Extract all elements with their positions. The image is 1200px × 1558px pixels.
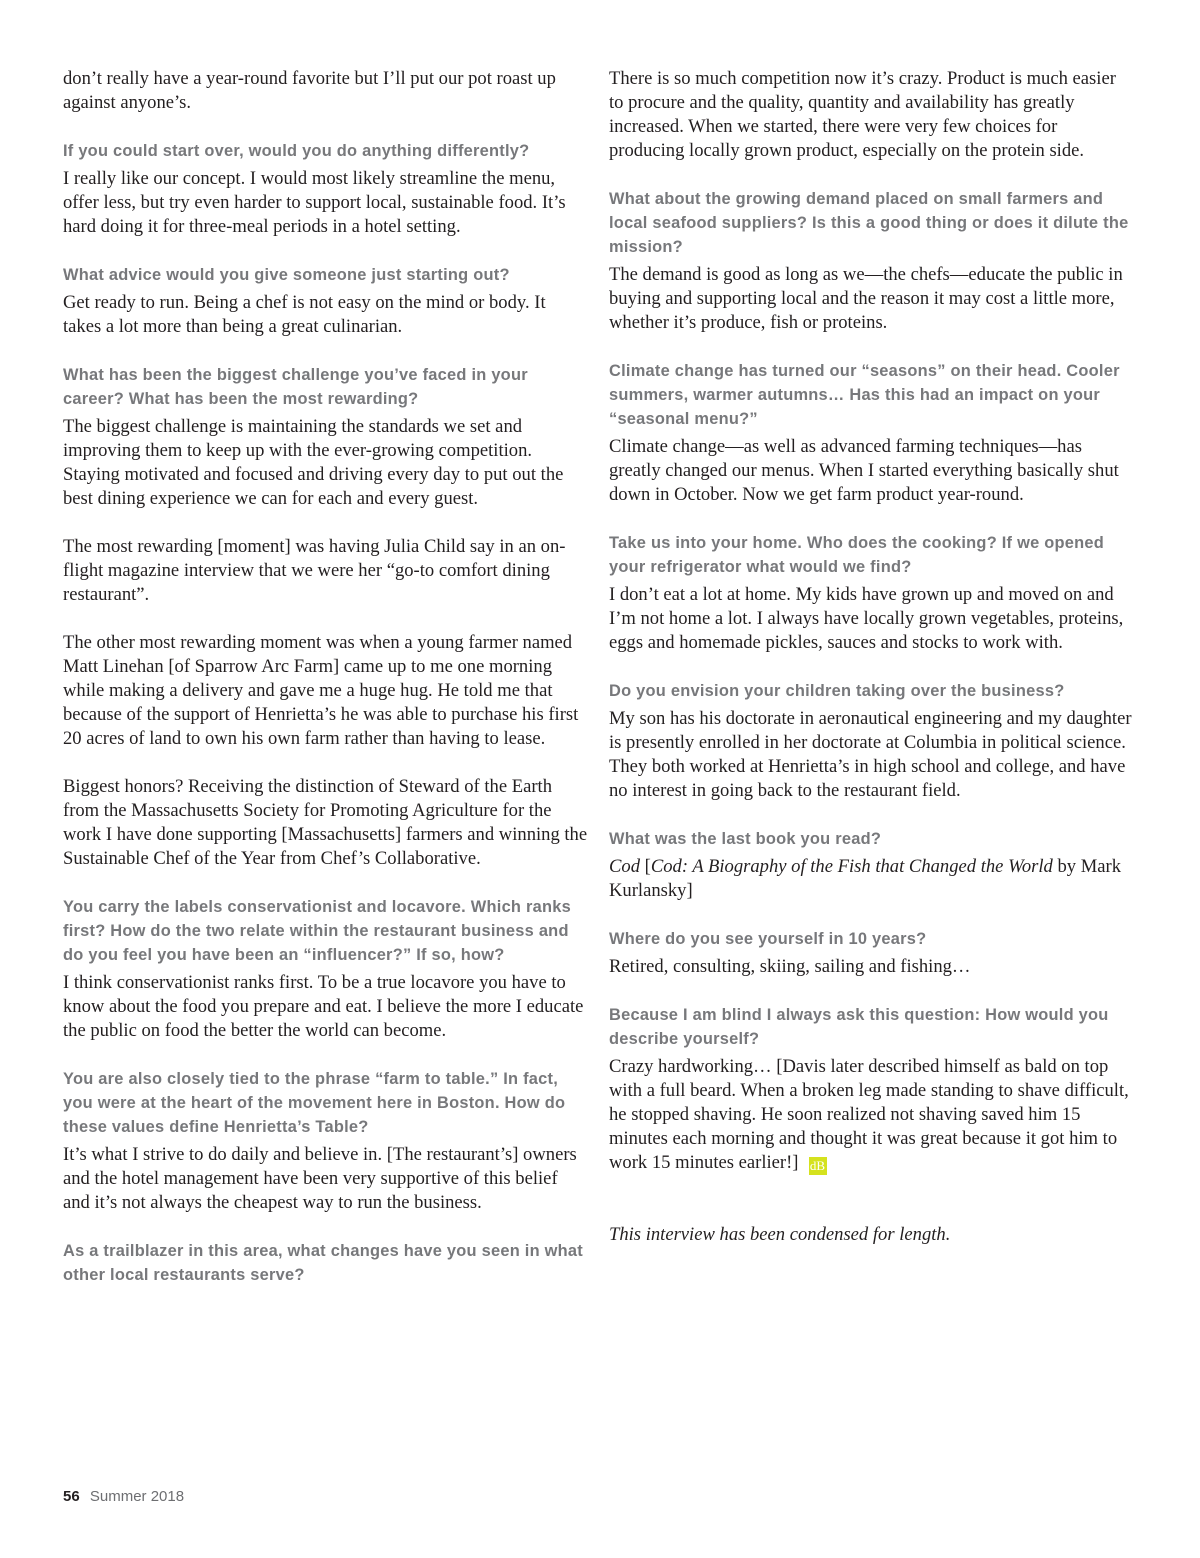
left-column [63, 67, 588, 1291]
answer-text: Get ready to run. Being a chef is not easy on the mind or body. It takes a lot more than being a great culinarian. [63, 292, 546, 337]
question-heading: Climate change has turned our “seasons” on their head. Cooler summers, warmer autumns… Has this had an impact on your “seasonal menu?” [609, 362, 1120, 428]
book-title-full: Cod: A Biography of the Fish that Changed the World [650, 856, 1053, 877]
answer-text: My son has his doctorate in aeronautical engineering and my daughter is presently enrolled in her doctorate at Columbia in political science. They both worked at Henrietta’s in high school and college, and have no interest in going back to the restaurant field. [609, 708, 1132, 801]
end-mark-icon: dB [809, 1158, 826, 1173]
answer-text: It’s what I strive to do daily and believe in. [The restaurant’s] owners and the hotel management have been very supportive of this belief and it’s not always the cheapest way to run the business. [63, 1144, 577, 1213]
answer-text-fragment: Crazy hardworking… [Davis later described himself as bald on top with a full beard. When a broken leg made standing to shave difficult, he stopped shaving. He soon realized not shaving saved him 15 minutes each morning and thought it was great because it got him to work 15 minutes earlier!] [609, 1056, 1129, 1173]
answer-text [609, 1055, 1134, 1175]
answer-text-fragment: [ [640, 856, 651, 877]
question-heading: What was the last book you read? [609, 830, 882, 848]
question-heading: Because I am blind I always ask this question: How would you describe yourself? [609, 1006, 1109, 1048]
answer-text: I think conservationist ranks first. To be a true locavore you have to know about the food you prepare and eat. I believe the more I educate the public on food the better the world can become. [63, 972, 584, 1041]
answer-text: The demand is good as long as we—the chefs—educate the public in buying and supporting local and the reason it may cost a little more, whether it’s produce, fish or proteins. [609, 264, 1123, 333]
question-heading: Where do you see yourself in 10 years? [609, 930, 927, 948]
editor-note-text: This interview has been condensed for length. [609, 1224, 951, 1245]
answer-text: I really like our concept. I would most likely streamline the menu, offer less, but try even harder to support local, sustainable food. It’s hard doing it for three-meal periods in a hotel setting. [63, 168, 566, 237]
answer-text: Biggest honors? Receiving the distinction of Steward of the Earth from the Massachusetts Society for Promoting Agriculture for the work I have done supporting [Massachusetts] farmers and winning the Sustainable Chef of the Year from Chef’s Collaborative. [63, 776, 588, 869]
answer-text: The most rewarding [moment] was having Julia Child say in an on-flight magazine interview that we were her “go-to comfort dining restaurant”. [63, 536, 566, 605]
question-heading: What about the growing demand placed on small farmers and local seafood suppliers? Is this a good thing or does it dilute the mission? [609, 190, 1129, 256]
right-column [609, 67, 1134, 1247]
page-number: 56 [63, 1488, 80, 1505]
question-heading: As a trailblazer in this area, what changes have you seen in what other local restaurants serve? [63, 1242, 583, 1284]
answer-text: I don’t eat a lot at home. My kids have grown up and moved on and I’m not home a lot. I always have locally grown vegetables, proteins, eggs and homemade pickles, sauces and stocks to work with. [609, 584, 1124, 653]
book-title-short: Cod [609, 856, 640, 877]
question-heading: Take us into your home. Who does the cooking? If we opened your refrigerator what would we find? [609, 534, 1105, 576]
answer-text: There is so much competition now it’s crazy. Product is much easier to procure and the quality, quantity and availability has greatly increased. When we started, there were very few choices for producing locally grown product, especially on the protein side. [609, 68, 1116, 161]
answer-text: The biggest challenge is maintaining the standards we set and improving them to keep up with the ever-growing competition. Staying motivated and focused and driving every day to put out the best dining experience we can for each and every guest. [63, 416, 564, 509]
answer-text-fragment: by Mark Kurlansky] [609, 856, 1122, 901]
editor-note [609, 1223, 1134, 1247]
issue-label: Summer 2018 [89, 1488, 185, 1505]
answer-text: Retired, consulting, skiing, sailing and fishing… [609, 956, 971, 977]
question-heading: You are also closely tied to the phrase “farm to table.” In fact, you were at the heart of the movement here in Boston. How do these values define Henrietta’s Table? [63, 1070, 566, 1136]
question-heading: Do you envision your children taking over the business? [609, 682, 1065, 700]
page-footer [63, 1488, 184, 1505]
answer-text [609, 855, 1134, 903]
question-heading: If you could start over, would you do anything differently? [63, 142, 530, 160]
answer-text: The other most rewarding moment was when a young farmer named Matt Linehan [of Sparrow Arc Farm] came up to me one morning while making a delivery and gave me a huge hug. He told me that because of the support of Henrietta’s he was able to purchase his first 20 acres of land to own his own farm rather than having to lease. [63, 632, 579, 749]
question-heading: What has been the biggest challenge you’ve faced in your career? What has been the most rewarding? [63, 366, 528, 408]
question-heading: What advice would you give someone just starting out? [63, 266, 510, 284]
question-heading: You carry the labels conservationist and locavore. Which ranks first? How do the two relate within the restaurant business and do you feel you have been an “influencer?” If so, how? [63, 898, 571, 964]
answer-text: Climate change—as well as advanced farming techniques—has greatly changed our menus. When I started everything basically shut down in October. Now we get farm product year-round. [609, 436, 1119, 505]
answer-text: don’t really have a year-round favorite but I’ll put our pot roast up against anyone’s. [63, 68, 556, 113]
